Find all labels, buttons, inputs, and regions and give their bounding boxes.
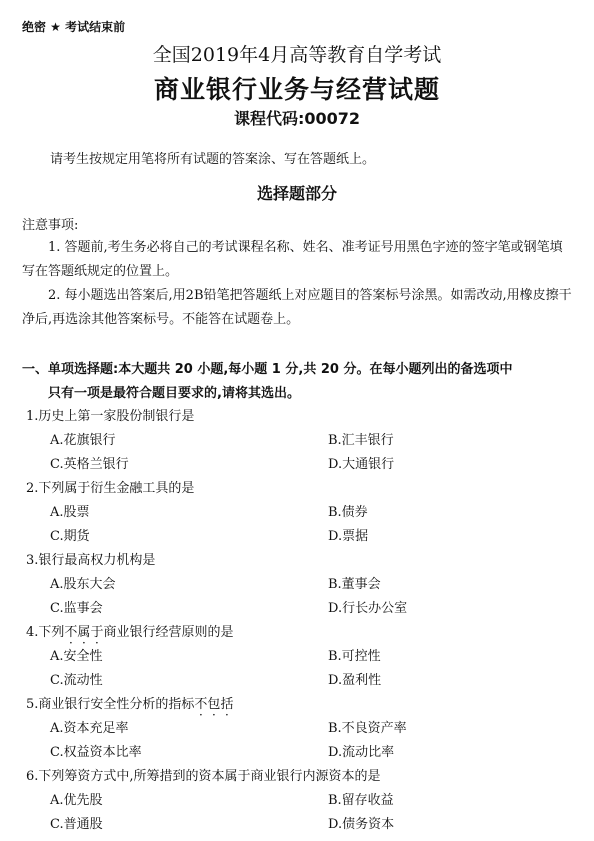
course-code: 课程代码:00072 — [233, 109, 361, 128]
question-5-option-d: D.流动比率 — [328, 745, 395, 760]
question-3-option-c: C.监事会 — [50, 601, 103, 616]
question-5-option-a: A.资本充足率 — [50, 721, 129, 736]
question-4-option-a: A.安全性 — [50, 649, 103, 664]
paper-title: 商业银行业务与经营试题 — [153, 75, 440, 104]
question-2-option-a: A.股票 — [50, 505, 90, 520]
question-4-stem-pre: 4.下列 — [26, 625, 65, 640]
question-4-option-c: C.流动性 — [50, 673, 103, 688]
question-5-option-b: B.不良资产率 — [328, 721, 407, 736]
exam-title: 全国2019年4月高等教育自学考试 — [152, 44, 442, 66]
question-3-stem: 3.银行最高权力机构是 — [26, 553, 156, 568]
question-2-option-d: D.票据 — [328, 529, 369, 544]
question-4-emphasis: 不属于 — [64, 625, 104, 640]
question-5-stem — [26, 693, 233, 712]
question-3-option-a: A.股东大会 — [50, 577, 116, 592]
question-6-stem: 6.下列筹资方式中,所筹措到的资本属于商业银行内源资本的是 — [26, 769, 381, 784]
notes-heading: 注意事项: — [22, 218, 79, 233]
question-3-option-d: D.行长办公室 — [328, 601, 408, 616]
question-6-option-a: A.优先股 — [50, 793, 103, 808]
question-6-option-b: B.留存收益 — [328, 793, 394, 808]
part-one-line1: 一、单项选择题:本大题共 20 小题,每小题 1 分,共 20 分。在每小题列出的备选项中 — [22, 362, 513, 377]
question-3-option-b: B.董事会 — [328, 577, 381, 592]
question-1-stem: 1.历史上第一家股份制银行是 — [26, 409, 195, 424]
note-item: 2. 每小题选出答案后,用2B铅笔把答题纸上对应题目的答案标号涂黑。如需改动,用橡皮擦干净后,再选涂其他答案标号。不能答在试题卷上。 — [22, 288, 572, 327]
question-5-stem-pre: 5.商业银行安全性分析的指标 — [26, 697, 195, 712]
question-2-option-c: C.期货 — [50, 529, 90, 544]
question-6-option-c: C.普通股 — [50, 817, 103, 832]
question-1-option-b: B.汇丰银行 — [328, 433, 394, 448]
note-item: 1. 答题前,考生务必将自己的考试课程名称、姓名、准考证号用黑色字迹的签字笔或钢笔填写在答题纸规定的位置上。 — [22, 240, 563, 279]
question-4-option-b: B.可控性 — [328, 649, 381, 664]
part-one-heading — [22, 358, 582, 406]
question-5-emphasis: 不包括 — [194, 697, 234, 712]
question-4-stem — [26, 621, 233, 640]
question-2-stem: 2.下列属于衍生金融工具的是 — [26, 481, 195, 496]
question-4-option-d: D.盈利性 — [328, 673, 382, 688]
confidential-label: 绝密 ★ 考试结束前 — [22, 20, 126, 34]
question-1-option-c: C.英格兰银行 — [50, 457, 129, 472]
question-1-option-d: D.大通银行 — [328, 457, 395, 472]
question-1-option-a: A.花旗银行 — [50, 433, 116, 448]
answer-instruction: 请考生按规定用笔将所有试题的答案涂、写在答题纸上。 — [50, 152, 376, 167]
part-one-line2: 只有一项是最符合题目要求的,请将其选出。 — [48, 386, 300, 401]
section-title: 选择题部分 — [256, 184, 337, 203]
question-6-option-d: D.债务资本 — [328, 817, 395, 832]
question-4-stem-post: 商业银行经营原则的是 — [103, 625, 234, 640]
question-5-option-c: C.权益资本比率 — [50, 745, 142, 760]
question-2-option-b: B.债券 — [328, 505, 368, 520]
